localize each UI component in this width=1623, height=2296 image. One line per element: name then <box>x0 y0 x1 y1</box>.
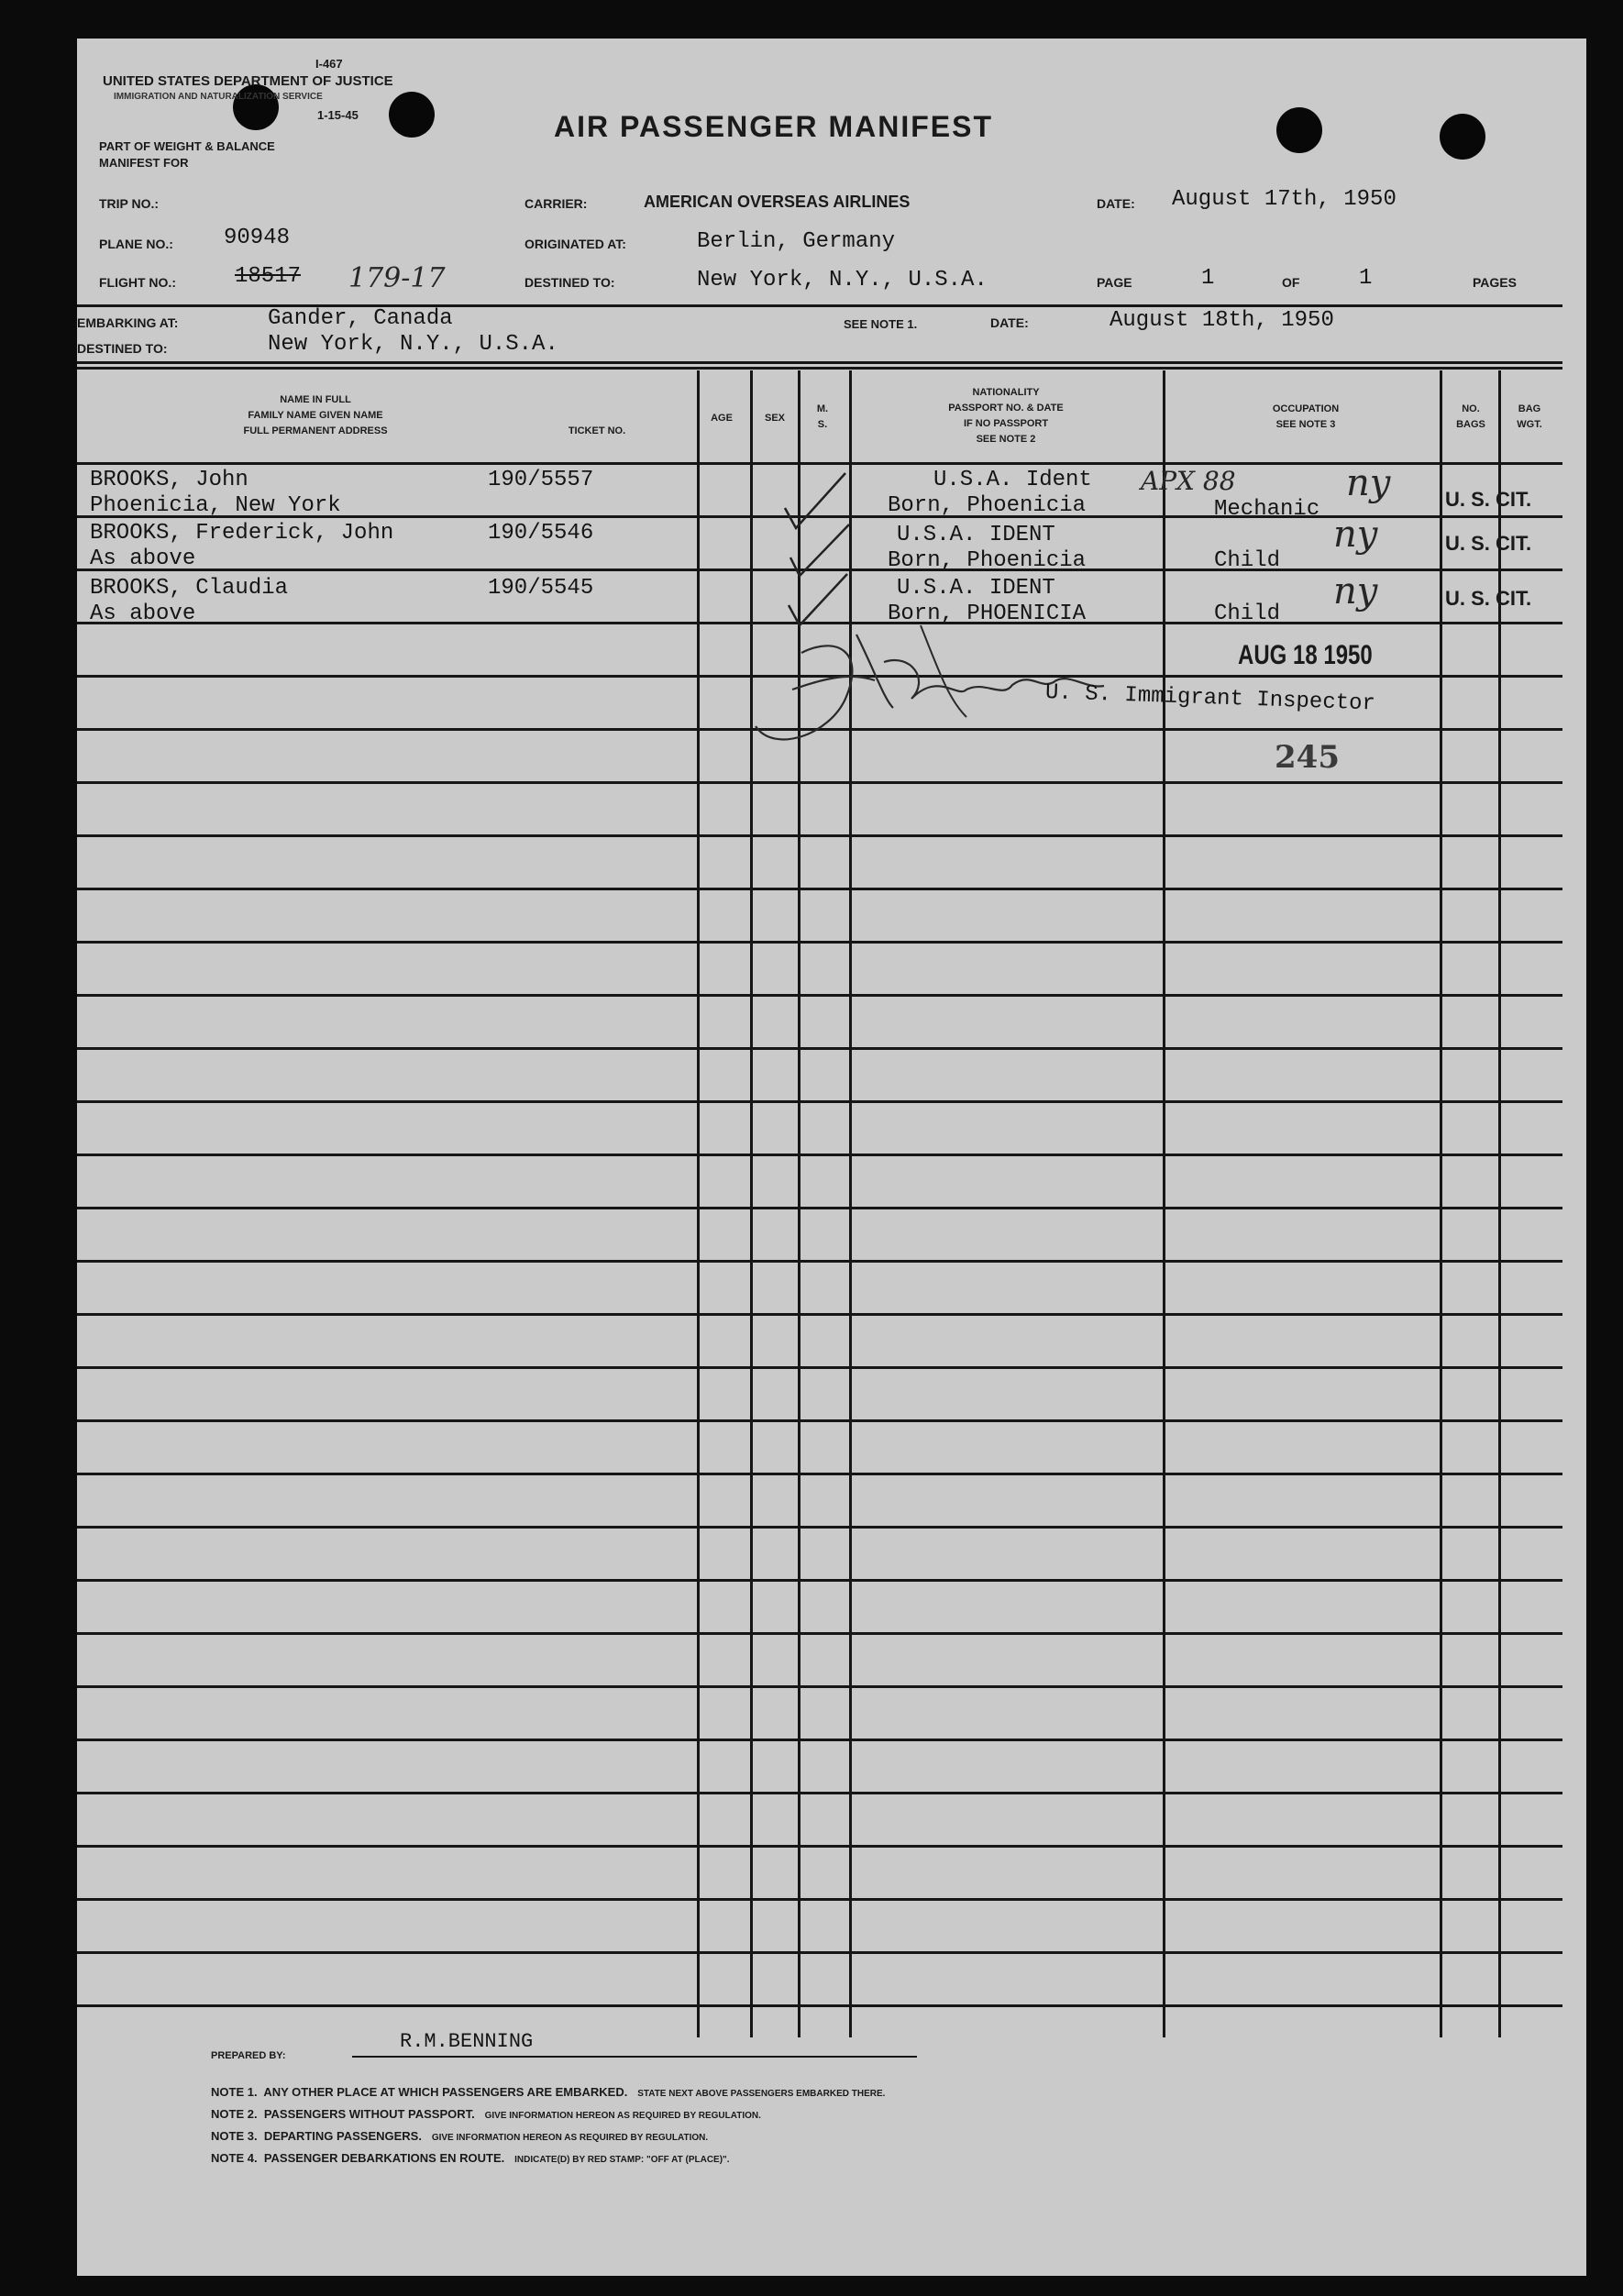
inspection-stamp-date: AUG 18 1950 <box>1238 640 1373 670</box>
row-rule <box>77 1100 1562 1103</box>
passenger-annotation: APX 88 <box>1141 466 1236 496</box>
checkmark-icon <box>785 473 845 528</box>
passenger-occupation: Child <box>1214 602 1281 626</box>
trip-label: TRIP NO.: <box>99 196 160 211</box>
date2-value: August 18th, 1950 <box>1110 308 1334 333</box>
row-rule <box>77 1845 1562 1848</box>
carrier-value: AMERICAN OVERSEAS AIRLINES <box>644 193 911 211</box>
passenger-address: Phoenicia, New York <box>90 493 341 518</box>
passenger-nationality: U.S.A. IDENT <box>897 523 1055 547</box>
row-rule <box>77 1685 1562 1688</box>
of-label: OF <box>1282 275 1300 290</box>
column-line <box>697 370 700 2037</box>
embarking-label: EMBARKING AT: <box>77 315 179 330</box>
destined-value: New York, N.Y., U.S.A. <box>697 268 988 293</box>
manifest-sheet <box>77 39 1586 2276</box>
inspector-signature <box>737 598 1159 763</box>
plane-value: 90948 <box>224 226 291 250</box>
col-bags-header: NO. BAGS <box>1456 403 1485 430</box>
embarking-value: Gander, Canada <box>268 306 453 331</box>
form-number: I-467 <box>315 57 343 71</box>
date-value: August 17th, 1950 <box>1172 187 1397 212</box>
divider <box>77 361 1562 364</box>
passenger-occupation: Child <box>1214 548 1281 573</box>
page-value: 1 <box>1201 266 1215 291</box>
see-note: SEE NOTE 1. <box>844 317 918 331</box>
punch-hole <box>1276 107 1322 153</box>
note-detail: GIVE INFORMATION HEREON AS REQUIRED BY REGULATION. <box>431 2133 709 2143</box>
col-sex-header: SEX <box>764 413 785 424</box>
destined-label: DESTINED TO: <box>524 275 615 290</box>
of-value: 1 <box>1359 266 1373 291</box>
col-name-header: NAME IN FULL FAMILY NAME GIVEN NAME FULL PERMANENT ADDRESS <box>243 394 388 436</box>
note-3 <box>211 2129 708 2143</box>
prepared-underline <box>352 2056 917 2058</box>
prepared-label: PREPARED BY: <box>211 2050 286 2061</box>
page-label: PAGE <box>1097 275 1132 290</box>
row-rule <box>77 1313 1562 1316</box>
row-rule <box>77 1473 1562 1475</box>
col-ms-header: M. S. <box>816 403 829 430</box>
note-1 <box>211 2085 885 2099</box>
date2-label: DATE: <box>990 315 1029 330</box>
note-label: NOTE 4. <box>211 2151 258 2165</box>
column-line <box>1440 370 1442 2037</box>
row-rule <box>77 1047 1562 1050</box>
row-rule <box>77 1792 1562 1794</box>
passenger-ticket: 190/5557 <box>488 468 594 492</box>
flight-value-struck: 18517 <box>235 264 302 289</box>
row-rule <box>77 1632 1562 1635</box>
note-label: NOTE 3. <box>211 2129 258 2143</box>
col-occupation-header: OCCUPATION SEE NOTE 3 <box>1272 403 1340 430</box>
row-rule <box>77 1579 1562 1582</box>
passenger-born: Born, Phoenicia <box>888 548 1087 573</box>
note-label: NOTE 1. <box>211 2085 258 2099</box>
row-rule <box>77 1898 1562 1901</box>
row-rule <box>77 1154 1562 1156</box>
agency-name: UNITED STATES DEPARTMENT OF JUSTICE <box>103 73 393 89</box>
row-rule <box>77 2004 1562 2007</box>
col-ticket-header: TICKET NO. <box>568 425 626 436</box>
note-main: DEPARTING PASSENGERS. <box>263 2129 422 2143</box>
note-detail: INDICATE(D) BY RED STAMP: "OFF AT (PLACE)". <box>514 2155 730 2165</box>
note-4 <box>211 2151 730 2165</box>
row-rule <box>77 1739 1562 1741</box>
passenger-mark: ny <box>1346 462 1391 504</box>
divider <box>77 367 1562 370</box>
row-rule <box>77 888 1562 890</box>
passenger-status: U. S. CIT. <box>1445 488 1532 511</box>
note-main: ANY OTHER PLACE AT WHICH PASSENGERS ARE EMBARKED. <box>263 2085 628 2099</box>
row-rule <box>77 1526 1562 1529</box>
form-date: 1-15-45 <box>317 108 359 122</box>
note-detail: GIVE INFORMATION HEREON AS REQUIRED BY REGULATION. <box>484 2111 761 2121</box>
note-detail: STATE NEXT ABOVE PASSENGERS EMBARKED THERE. <box>637 2089 886 2099</box>
pages-label: PAGES <box>1473 275 1517 290</box>
flight-label: FLIGHT NO.: <box>99 275 176 290</box>
passenger-status: U. S. CIT. <box>1445 532 1532 555</box>
agency-subtitle: IMMIGRATION AND NATURALIZATION SERVICE <box>114 92 323 102</box>
passenger-nationality: U.S.A. Ident <box>933 468 1092 492</box>
passenger-born: Born, Phoenicia <box>888 493 1087 518</box>
passenger-mark: ny <box>1333 513 1378 556</box>
passenger-nationality: U.S.A. IDENT <box>897 576 1055 601</box>
passenger-name: BROOKS, Claudia <box>90 576 289 601</box>
destined2-label: DESTINED TO: <box>77 341 168 356</box>
column-line <box>1498 370 1501 2037</box>
part-of-line2: MANIFEST FOR <box>99 156 189 170</box>
flight-value-handwritten: 179-17 <box>348 262 446 294</box>
row-rule <box>77 994 1562 997</box>
punch-hole <box>1440 114 1485 160</box>
carrier-label: CARRIER: <box>524 196 588 211</box>
originated-value: Berlin, Germany <box>697 229 896 254</box>
passenger-name: BROOKS, John <box>90 468 248 492</box>
col-nationality-header: NATIONALITY PASSPORT NO. & DATE IF NO PASSPORT SEE NOTE 2 <box>948 387 1064 445</box>
originated-label: ORIGINATED AT: <box>524 237 626 251</box>
punch-hole <box>389 92 435 138</box>
destined2-value: New York, N.Y., U.S.A. <box>268 332 558 357</box>
passenger-ticket: 190/5545 <box>488 576 594 601</box>
passenger-name: BROOKS, Frederick, John <box>90 521 394 546</box>
note-main: PASSENGERS WITHOUT PASSPORT. <box>263 2107 475 2121</box>
note-2 <box>211 2107 761 2121</box>
passenger-ticket: 190/5546 <box>488 521 594 546</box>
inspector-title: U. S. Immigrant Inspector <box>1044 680 1376 717</box>
note-label: NOTE 2. <box>211 2107 258 2121</box>
column-line <box>1163 370 1165 2037</box>
date-label: DATE: <box>1097 196 1135 211</box>
note-main: PASSENGER DEBARKATIONS EN ROUTE. <box>263 2151 505 2165</box>
passenger-address: As above <box>90 602 196 626</box>
row-rule <box>77 1951 1562 1954</box>
part-of-line1: PART OF WEIGHT & BALANCE <box>99 139 275 153</box>
prepared-value: R.M.BENNING <box>400 2030 534 2053</box>
passenger-status: U. S. CIT. <box>1445 587 1532 610</box>
row-rule <box>77 1366 1562 1369</box>
passenger-address: As above <box>90 546 196 571</box>
row-rule <box>77 1419 1562 1422</box>
row-rule <box>77 1260 1562 1263</box>
passenger-mark: ny <box>1333 570 1378 613</box>
inspection-number: 245 <box>1275 739 1340 776</box>
col-weight-header: BAG WGT. <box>1517 403 1542 430</box>
row-rule <box>77 1207 1562 1209</box>
row-rule <box>77 834 1562 837</box>
plane-label: PLANE NO.: <box>99 237 173 251</box>
row-rule <box>77 941 1562 944</box>
col-age-header: AGE <box>711 413 733 424</box>
passenger-born: Born, PHOENICIA <box>888 602 1087 626</box>
checkmark-icon <box>790 524 849 576</box>
passenger-occupation: Mechanic <box>1214 497 1320 522</box>
row-rule <box>77 781 1562 784</box>
page-title: AIR PASSENGER MANIFEST <box>554 110 993 143</box>
